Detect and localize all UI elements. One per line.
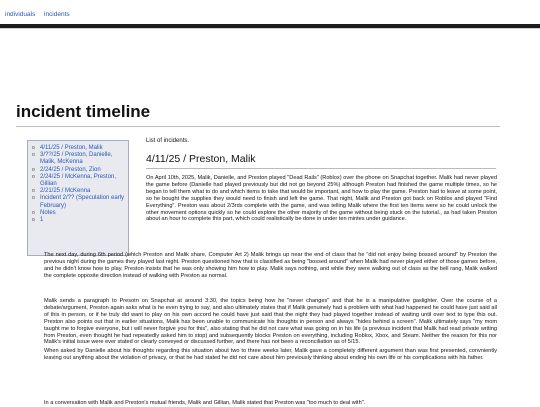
toc-item-2-24-25-mckenna[interactable]: o 2/24/25 / McKenna, Preston, Gillian: [32, 174, 126, 188]
toc-item-3-25[interactable]: o 3/??/25 / Preston, Danielle, Malik, McKenna: [32, 152, 126, 166]
nav-individuals-link[interactable]: individuals: [5, 11, 36, 18]
paragraph-4: When asked by Danielle about his thoughts regarding this situation about two to three weeks later, Malik gave a completely different argument than was first presented, convniently leaving out anything about the violation of privacy, or that he had stated he did not care about him previously thinking about ending his own life or his complications with his father.: [44, 348, 497, 361]
header-divider: [0, 28, 540, 29]
paragraph-5: In a conversation with Malik and Preston's mutual friends, Malik and Gillian, Malik stated that Preston was "too much to deal with".: [44, 400, 366, 406]
toc-item-4-11-25[interactable]: o 4/11/25 / Preston, Malik: [32, 145, 126, 152]
section-divider: [146, 168, 496, 169]
intro-text: List of incidents.: [146, 138, 190, 144]
nav-incidents-link[interactable]: incidents: [44, 11, 70, 18]
toc-item-1[interactable]: o 1: [32, 217, 126, 224]
title-divider: [16, 126, 500, 127]
page-title: incident timeline: [16, 102, 151, 121]
paragraph-3: Malik sends a paragraph to Presotn on Snapchat at around 3:30, the topics being how he "never changes" and that he is a manipulative gaslighter. Over the course of a debate/argument, Preston again asks what is he even trying to say, and also ultimately states that if Malik genuinely had a problem with what had happened he could have just said all of this in person, or if he truly did want to play on his own accord he could have just said that the night they had played together instead of waiting until over text to type this out. Preston also points out that in earlier situations, Malik has been unable to communicate his thoughts in person and always "hides behind a screen". Malik ultimately says "my mom taught me to forgive everyone, but i will never forgive you for this", also stating that he did not care what was going on in his life (a previous incident that Malik had read private writing from Preston, even thought he had repeatedly asked him to stop) and subsequently blocks Preston on everything, including Roblox, Xbox, and Steam. Neither the reason for this nor Malik's initial issue were ever stated or clearly conveyed or discussed further, and there has not been a reconciliation as of 5/15.: [44, 298, 497, 346]
section-heading: 4/11/25 / Preston, Malik: [146, 153, 256, 165]
paragraph-1: On April 10th, 2025, Malik, Danielle, and Preston played "Dead Rails" (Roblox) over the phone on Snapchat together. Malik had never played the game before (Danielle had played previously but did not go beyond 25%) although Preston had finished the game multiple times, so he began to tell them what to do and which items to take that would be important, and how to play the game. Preston had to leave at some point, so he bought the supplies they would need to finish and left the game. That night, Malik and Preston got back on Roblox and played "Find Everything". Preston was about 2/3rds complete with the game, and was telling Malik where the first ten items were so he could unlock the other movement options quickly so he could explore the other majority of the game without being stuck on the tutorial., as had taken Preston about an hour to complete this part, which could realistically be done in under ten mintes under guidance.: [146, 175, 497, 223]
paragraph-2: The next day, during 6th period (which Preston and Malik share, Computer Art 2) Malik brings up near the end of class that he "did not enjoy being bossed around" by Preston the previous night during the games they played last night. Preston questioned how that is classified as being "bossed around" when Malik had never played either of those games before, and he didn't know how to play. Preston insists that he was only showing him how to play. Malik says nothing, and while they were walking out of class as the bell rang, Malik walked the complete opposite direction instead of walking with Preston as normal.: [44, 252, 497, 279]
toc-item-2-21-25[interactable]: o 2/21/25 / McKenna: [32, 188, 126, 195]
toc-item-2-24-25-zion[interactable]: o 2/24/25 / Preston, Zion: [32, 167, 126, 174]
toc-item-incident-2[interactable]: o Incident 2/?? (Speculation early February): [32, 195, 126, 209]
top-nav: [0, 0, 540, 24]
toc-item-notes[interactable]: o Notes: [32, 210, 126, 217]
table-of-contents: [27, 140, 129, 256]
